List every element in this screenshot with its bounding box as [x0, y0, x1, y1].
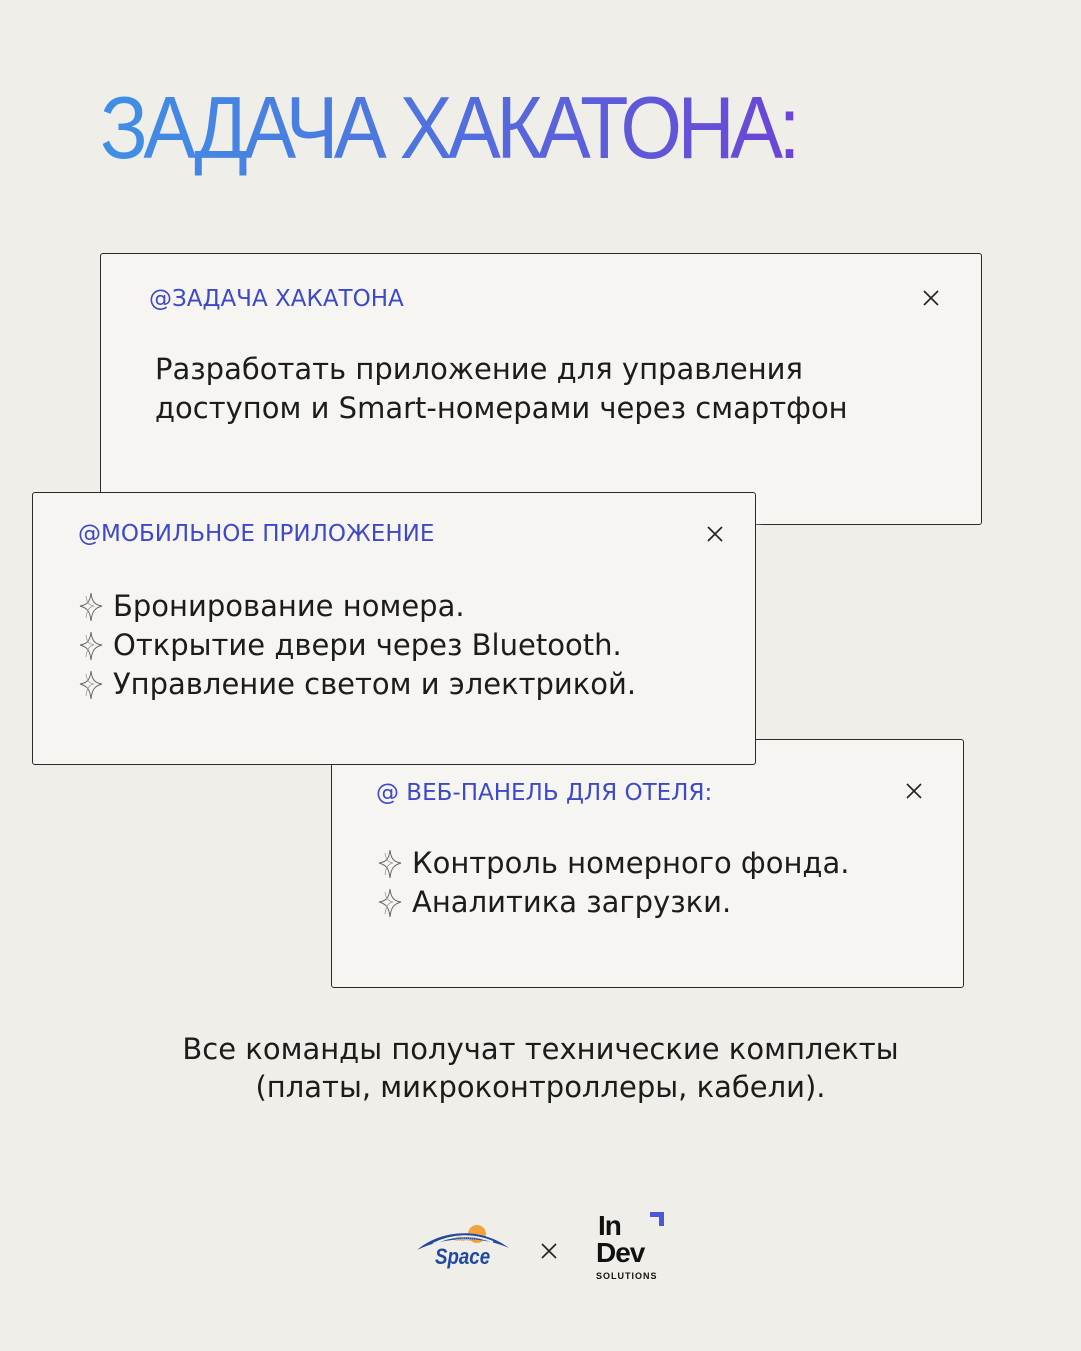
logo-word: Space	[435, 1244, 491, 1269]
list-item-label: Управление светом и электрикой.	[113, 667, 637, 701]
partner-logos	[0, 1200, 1081, 1300]
task-card-title: @ЗАДАЧА ХАКАТОНА	[149, 286, 404, 312]
sparkle-icon	[376, 849, 402, 879]
task-line: доступом и Smart-номерами через смартфон	[155, 391, 848, 425]
sparkle-icon	[77, 592, 103, 622]
close-icon[interactable]	[705, 524, 725, 544]
list-item	[376, 844, 849, 883]
logo-small-text: startup	[455, 1236, 477, 1243]
logo-line: Dev	[596, 1237, 645, 1268]
close-icon[interactable]	[921, 288, 941, 308]
list-item	[376, 883, 849, 922]
sparkle-icon	[77, 631, 103, 661]
web-panel-list	[376, 844, 849, 922]
web-panel-card	[331, 739, 964, 988]
mobile-app-list	[77, 587, 636, 704]
list-item	[77, 665, 636, 704]
logo-line: SOLUTIONS	[596, 1271, 658, 1281]
task-card	[100, 253, 982, 525]
page-title: ЗАДАЧА ХАКАТОНА:	[100, 78, 797, 177]
footer-line: (платы, микроконтроллеры, кабели).	[255, 1070, 826, 1104]
task-line: Разработать приложение для управления	[155, 352, 803, 386]
list-item	[77, 587, 636, 626]
list-item-label: Открытие двери через Bluetooth.	[113, 628, 622, 662]
list-item-label: Аналитика загрузки.	[412, 885, 732, 919]
sparkle-icon	[376, 888, 402, 918]
logo-line: In	[598, 1210, 621, 1241]
list-item-label: Бронирование номера.	[113, 589, 465, 623]
mobile-app-card-title: @МОБИЛЬНОЕ ПРИЛОЖЕНИЕ	[78, 521, 435, 547]
list-item-label: Контроль номерного фонда.	[412, 846, 850, 880]
task-card-text	[155, 350, 848, 428]
corner-mark-icon	[650, 1212, 664, 1226]
mobile-app-card	[32, 492, 756, 765]
sparkle-icon	[77, 670, 103, 700]
close-icon	[539, 1241, 559, 1261]
list-item	[77, 626, 636, 665]
footer-note	[0, 1030, 1081, 1106]
indev-solutions-logo	[594, 1208, 674, 1288]
startup-space-logo	[413, 1220, 513, 1280]
footer-line: Все команды получат технические комплекты	[182, 1032, 899, 1066]
web-panel-card-title: @ ВЕБ-ПАНЕЛЬ ДЛЯ ОТЕЛЯ:	[376, 780, 713, 806]
close-icon[interactable]	[904, 781, 924, 801]
